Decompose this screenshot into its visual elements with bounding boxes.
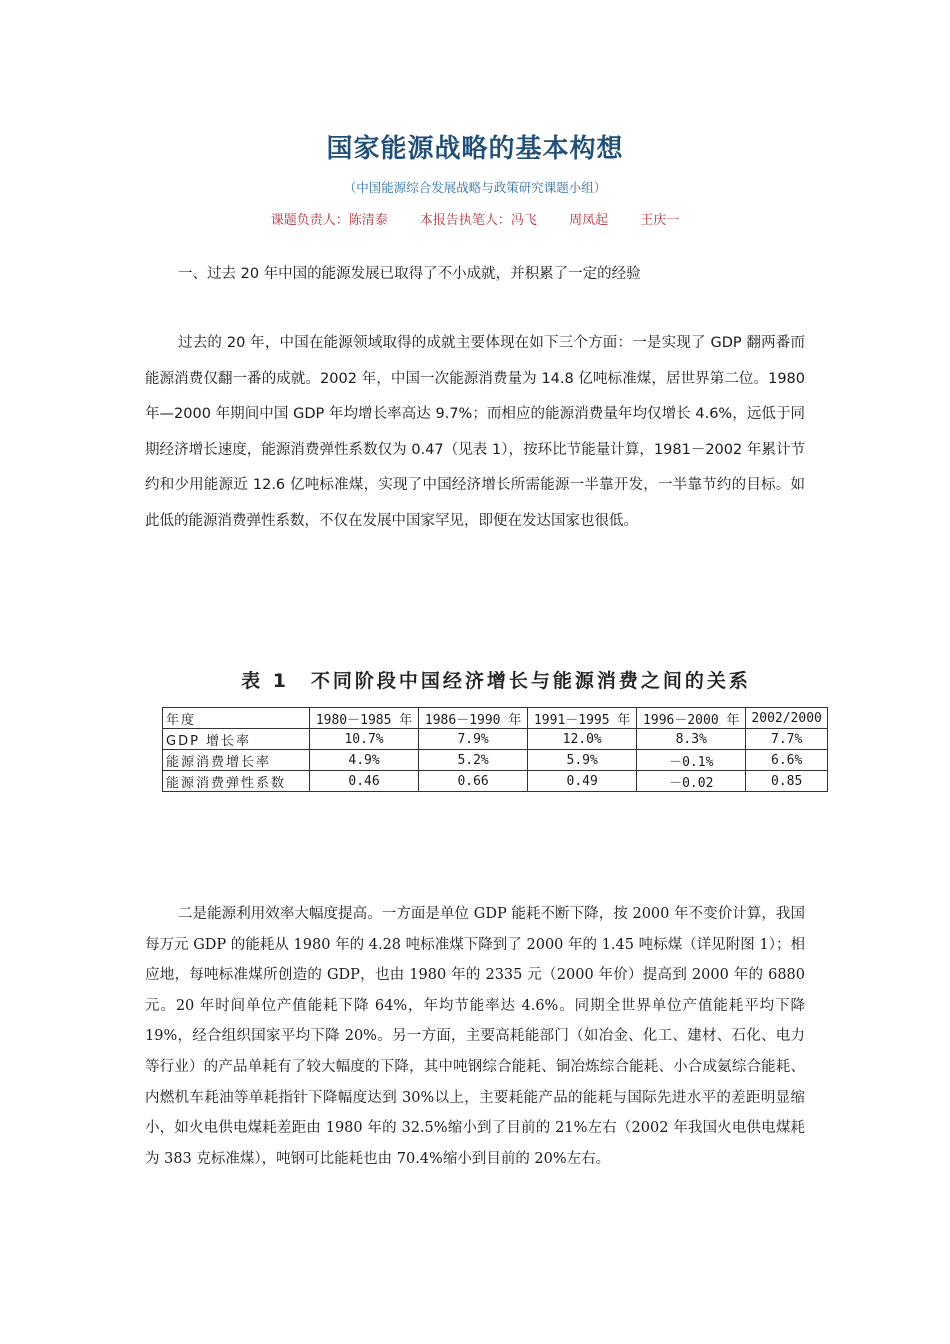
- table-cell: 4.9%: [310, 750, 419, 771]
- table-row: [163, 771, 828, 792]
- table-row: [163, 750, 828, 771]
- section-heading: 一、过去 20 年中国的能源发展已取得了不小成就，并积累了一定的经验: [178, 266, 641, 282]
- table-cell: 12.0%: [528, 729, 637, 750]
- author-line: [0, 209, 950, 228]
- table-cell: －0.02: [637, 771, 746, 792]
- table-header-cell: 1986－1990 年: [419, 708, 528, 729]
- table-cell: 5.9%: [528, 750, 637, 771]
- table-row: [163, 729, 828, 750]
- report-writer: 本报告执笔人：冯飞: [419, 213, 537, 228]
- table-cell: 6.6%: [746, 750, 828, 771]
- table-caption: 表 1 不同阶段中国经济增长与能源消费之间的关系: [241, 670, 751, 692]
- table-cell: 7.7%: [746, 729, 828, 750]
- body-paragraph: 过去的 20 年，中国在能源领域取得的成就主要体现在如下三个方面：一是实现了 GDP 翻两番而能源消费仅翻一番的成就。2002 年，中国一次能源消费量为 14.8 亿吨标准煤，居世界第二位。1980 年—2000 年期间中国 GDP 年均增长率高达 9.7%；而相应的能源消费量年均仅增长 4.6%，远低于同期经济增长速度，能源消费弹性系数仅为 0.47（见表 1），按环比节能量计算，1981－2002 年累计节约和少用能源近 12.6 亿吨标准煤，实现了中国经济增长所需能源一半靠开发，一半靠节约的目标。如此低的能源消费弹性系数，不仅在发展中国家罕见，即便在发达国家也很低。: [145, 335, 805, 529]
- table-cell: 0.85: [746, 771, 828, 792]
- table-cell: －0.1%: [637, 750, 746, 771]
- table-header-cell: 2002/2000: [746, 708, 828, 729]
- page-title: 国家能源战略的基本构想: [326, 134, 624, 164]
- coauthor: 王庆一: [640, 213, 680, 228]
- table-cell: 能源消费增长率: [163, 750, 310, 771]
- table-cell: 10.7%: [310, 729, 419, 750]
- data-table: [162, 707, 828, 792]
- table-cell: 5.2%: [419, 750, 528, 771]
- table-header-cell: 1980－1985 年: [310, 708, 419, 729]
- table-cell: 0.66: [419, 771, 528, 792]
- table-cell: 0.49: [528, 771, 637, 792]
- table-figure: [162, 666, 830, 792]
- table-header-cell: 1991－1995 年: [528, 708, 637, 729]
- body-paragraph: 二是能源利用效率大幅度提高。一方面是单位 GDP 能耗不断下降，按 2000 年不变价计算，我国每万元 GDP 的能耗从 1980 年的 4.28 吨标准煤下降到了 2000 年的 1.45 吨标煤（详见附图 1）；相应地，每吨标准煤所创造的 GDP，也由 1980 年的 2335 元（2000 年价）提高到 2000 年的 6880 元。20 年时间单位产值能耗下降 64%，年均节能率达 4.6%。同期全世界单位产值能耗平均下降 19%，经合组织国家平均下降 20%。另一方面，主要高耗能部门（如冶金、化工、建材、石化、电力等行业）的产品单耗有了较大幅度的下降，其中吨钢综合能耗、铜冶炼综合能耗、小合成氨综合能耗、内燃机车耗油等单耗指针下降幅度达到 30%以上，主要耗能产品的能耗与国际先进水平的差距明显缩小，如火电供电煤耗差距由 1980 年的 32.5%缩小到了目前的 21%左右（2002 年我国火电供电煤耗为 383 克标准煤），吨钢可比能耗也由 70.4%缩小到目前的 20%左右。: [145, 906, 805, 1167]
- project-leader: 课题负责人：陈清泰: [270, 213, 388, 228]
- table-cell: 能源消费弹性系数: [163, 771, 310, 792]
- coauthor: 周凤起: [569, 213, 609, 228]
- table-cell: GDP 增长率: [163, 729, 310, 750]
- table-header-row: [163, 708, 828, 729]
- table-header-cell: 年度: [163, 708, 310, 729]
- table-cell: 7.9%: [419, 729, 528, 750]
- table-cell: 8.3%: [637, 729, 746, 750]
- table-cell: 0.46: [310, 771, 419, 792]
- table-header-cell: 1996－2000 年: [637, 708, 746, 729]
- subtitle: （中国能源综合发展战略与政策研究课题小组）: [343, 180, 607, 195]
